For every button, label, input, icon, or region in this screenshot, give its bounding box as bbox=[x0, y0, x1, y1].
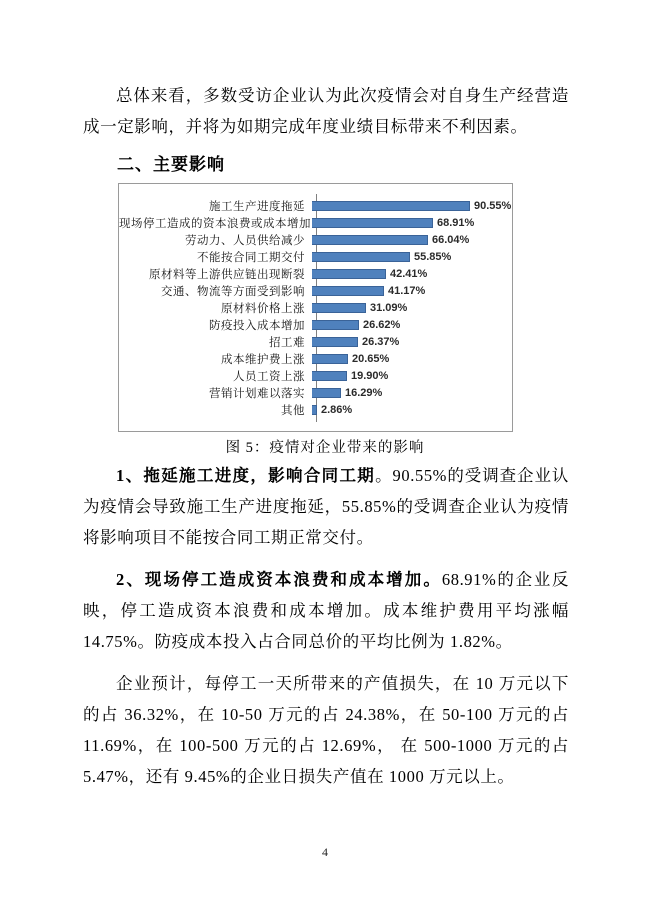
chart-bar bbox=[312, 337, 358, 347]
chart-value-label: 31.09% bbox=[370, 301, 408, 314]
chart-row bbox=[119, 401, 512, 418]
chart-row bbox=[119, 350, 512, 367]
chart-bar bbox=[312, 286, 384, 296]
chart-bar-area bbox=[311, 248, 512, 265]
chart-value-label: 2.86% bbox=[321, 403, 353, 416]
chart-row bbox=[119, 384, 512, 401]
chart-bar-area bbox=[311, 197, 512, 214]
chart-value-label: 66.04% bbox=[432, 233, 470, 246]
chart-row bbox=[119, 316, 512, 333]
chart-row bbox=[119, 282, 512, 299]
paragraph-bold-lead: 1、拖延施工进度，影响合同工期 bbox=[116, 466, 376, 485]
chart-bar bbox=[312, 235, 428, 245]
chart-bar bbox=[312, 354, 348, 364]
chart-category-label: 劳动力、人员供给减少 bbox=[185, 234, 305, 247]
chart-bar bbox=[312, 269, 386, 279]
chart-bar bbox=[312, 371, 347, 381]
chart-value-label: 20.65% bbox=[352, 352, 390, 365]
section-heading: 二、主要影响 bbox=[117, 155, 225, 174]
body-paragraph bbox=[83, 564, 569, 657]
chart-row bbox=[119, 231, 512, 248]
chart-category-label: 不能按合同工期交付 bbox=[197, 251, 305, 264]
chart-value-label: 41.17% bbox=[388, 284, 426, 297]
paragraph-text: 。90.55%的受调查企业认为疫情会导致施工生产进度拖延，55.85%的受调查企业认为疫情将影响项目不能按合同工期正常交付。 bbox=[83, 466, 569, 547]
chart-row bbox=[119, 299, 512, 316]
chart-category-label: 防疫投入成本增加 bbox=[209, 319, 305, 332]
chart-value-label: 68.91% bbox=[437, 216, 475, 229]
chart-bar-area bbox=[311, 333, 512, 350]
chart-bar bbox=[312, 405, 317, 415]
chart-category-label: 其他 bbox=[281, 404, 305, 417]
chart-bar-area bbox=[311, 316, 512, 333]
chart-category-label: 交通、物流等方面受到影响 bbox=[161, 285, 305, 298]
paragraph-text: 68.91%的企业反映，停工造成资本浪费和成本增加。成本维护费用平均涨幅 14.75%。防疫成本投入占合同总价的平均比例为 1.82%。 bbox=[83, 570, 569, 651]
chart-category-label: 原材料等上游供应链出现断裂 bbox=[149, 268, 305, 281]
chart-value-label: 55.85% bbox=[414, 250, 452, 263]
chart-row bbox=[119, 248, 512, 265]
chart-bar-area bbox=[311, 367, 512, 384]
chart-bar bbox=[312, 388, 341, 398]
chart-bar-area bbox=[311, 265, 512, 282]
chart-bar-area bbox=[311, 231, 512, 248]
chart-value-label: 26.62% bbox=[363, 318, 401, 331]
chart-value-label: 19.90% bbox=[351, 369, 389, 382]
chart-bar-area bbox=[311, 282, 512, 299]
chart-row bbox=[119, 214, 512, 231]
chart-row bbox=[119, 367, 512, 384]
chart-bar-area bbox=[311, 214, 512, 231]
chart-bar bbox=[312, 303, 366, 313]
chart-category-label: 招工难 bbox=[269, 336, 305, 349]
intro-paragraph: 总体来看，多数受访企业认为此次疫情会对自身生产经营造成一定影响，并将为如期完成年度业绩目标带来不利因素。 bbox=[83, 86, 569, 136]
chart-value-label: 42.41% bbox=[390, 267, 428, 280]
paragraph-bold-lead: 2、现场停工造成资本浪费和成本增加。 bbox=[116, 570, 442, 589]
chart-value-label: 26.37% bbox=[362, 335, 400, 348]
figure-caption: 图 5：疫情对企业带来的影响 bbox=[225, 440, 425, 456]
chart-row bbox=[119, 265, 512, 282]
chart-category-label: 原材料价格上涨 bbox=[221, 302, 305, 315]
bar-chart bbox=[118, 183, 513, 432]
chart-category-label: 人员工资上涨 bbox=[233, 370, 305, 383]
chart-value-label: 90.55% bbox=[474, 199, 512, 212]
chart-bar-area bbox=[311, 384, 512, 401]
chart-category-label: 成本维护费上涨 bbox=[221, 353, 305, 366]
chart-bar bbox=[312, 218, 433, 228]
body-paragraph bbox=[83, 668, 569, 792]
chart-bar bbox=[312, 252, 410, 262]
chart-bar-area bbox=[311, 350, 512, 367]
page-number: 4 bbox=[322, 845, 328, 859]
chart-value-label: 16.29% bbox=[345, 386, 383, 399]
chart-bar bbox=[312, 320, 359, 330]
chart-category-label: 施工生产进度拖延 bbox=[209, 200, 305, 213]
chart-row bbox=[119, 197, 512, 214]
chart-category-label: 现场停工造成的资本浪费或成本增加 bbox=[119, 217, 311, 230]
chart-rows bbox=[119, 197, 512, 418]
chart-bar bbox=[312, 201, 470, 211]
chart-category-label: 营销计划难以落实 bbox=[209, 387, 305, 400]
chart-bar-area bbox=[311, 401, 512, 418]
paragraph-text: 企业预计，每停工一天所带来的产值损失，在 10 万元以下的占 36.32%，在 10-50 万元的占 24.38%，在 50-100 万元的占 11.69%，在 100-500 万元的占 12.69%， 在 500-1000 万元的占 5.47%，还有 9.45%的企业日损失产值在 1000 万元以上。 bbox=[83, 674, 569, 786]
chart-row bbox=[119, 333, 512, 350]
chart-bar-area bbox=[311, 299, 512, 316]
body-paragraph bbox=[83, 460, 569, 553]
